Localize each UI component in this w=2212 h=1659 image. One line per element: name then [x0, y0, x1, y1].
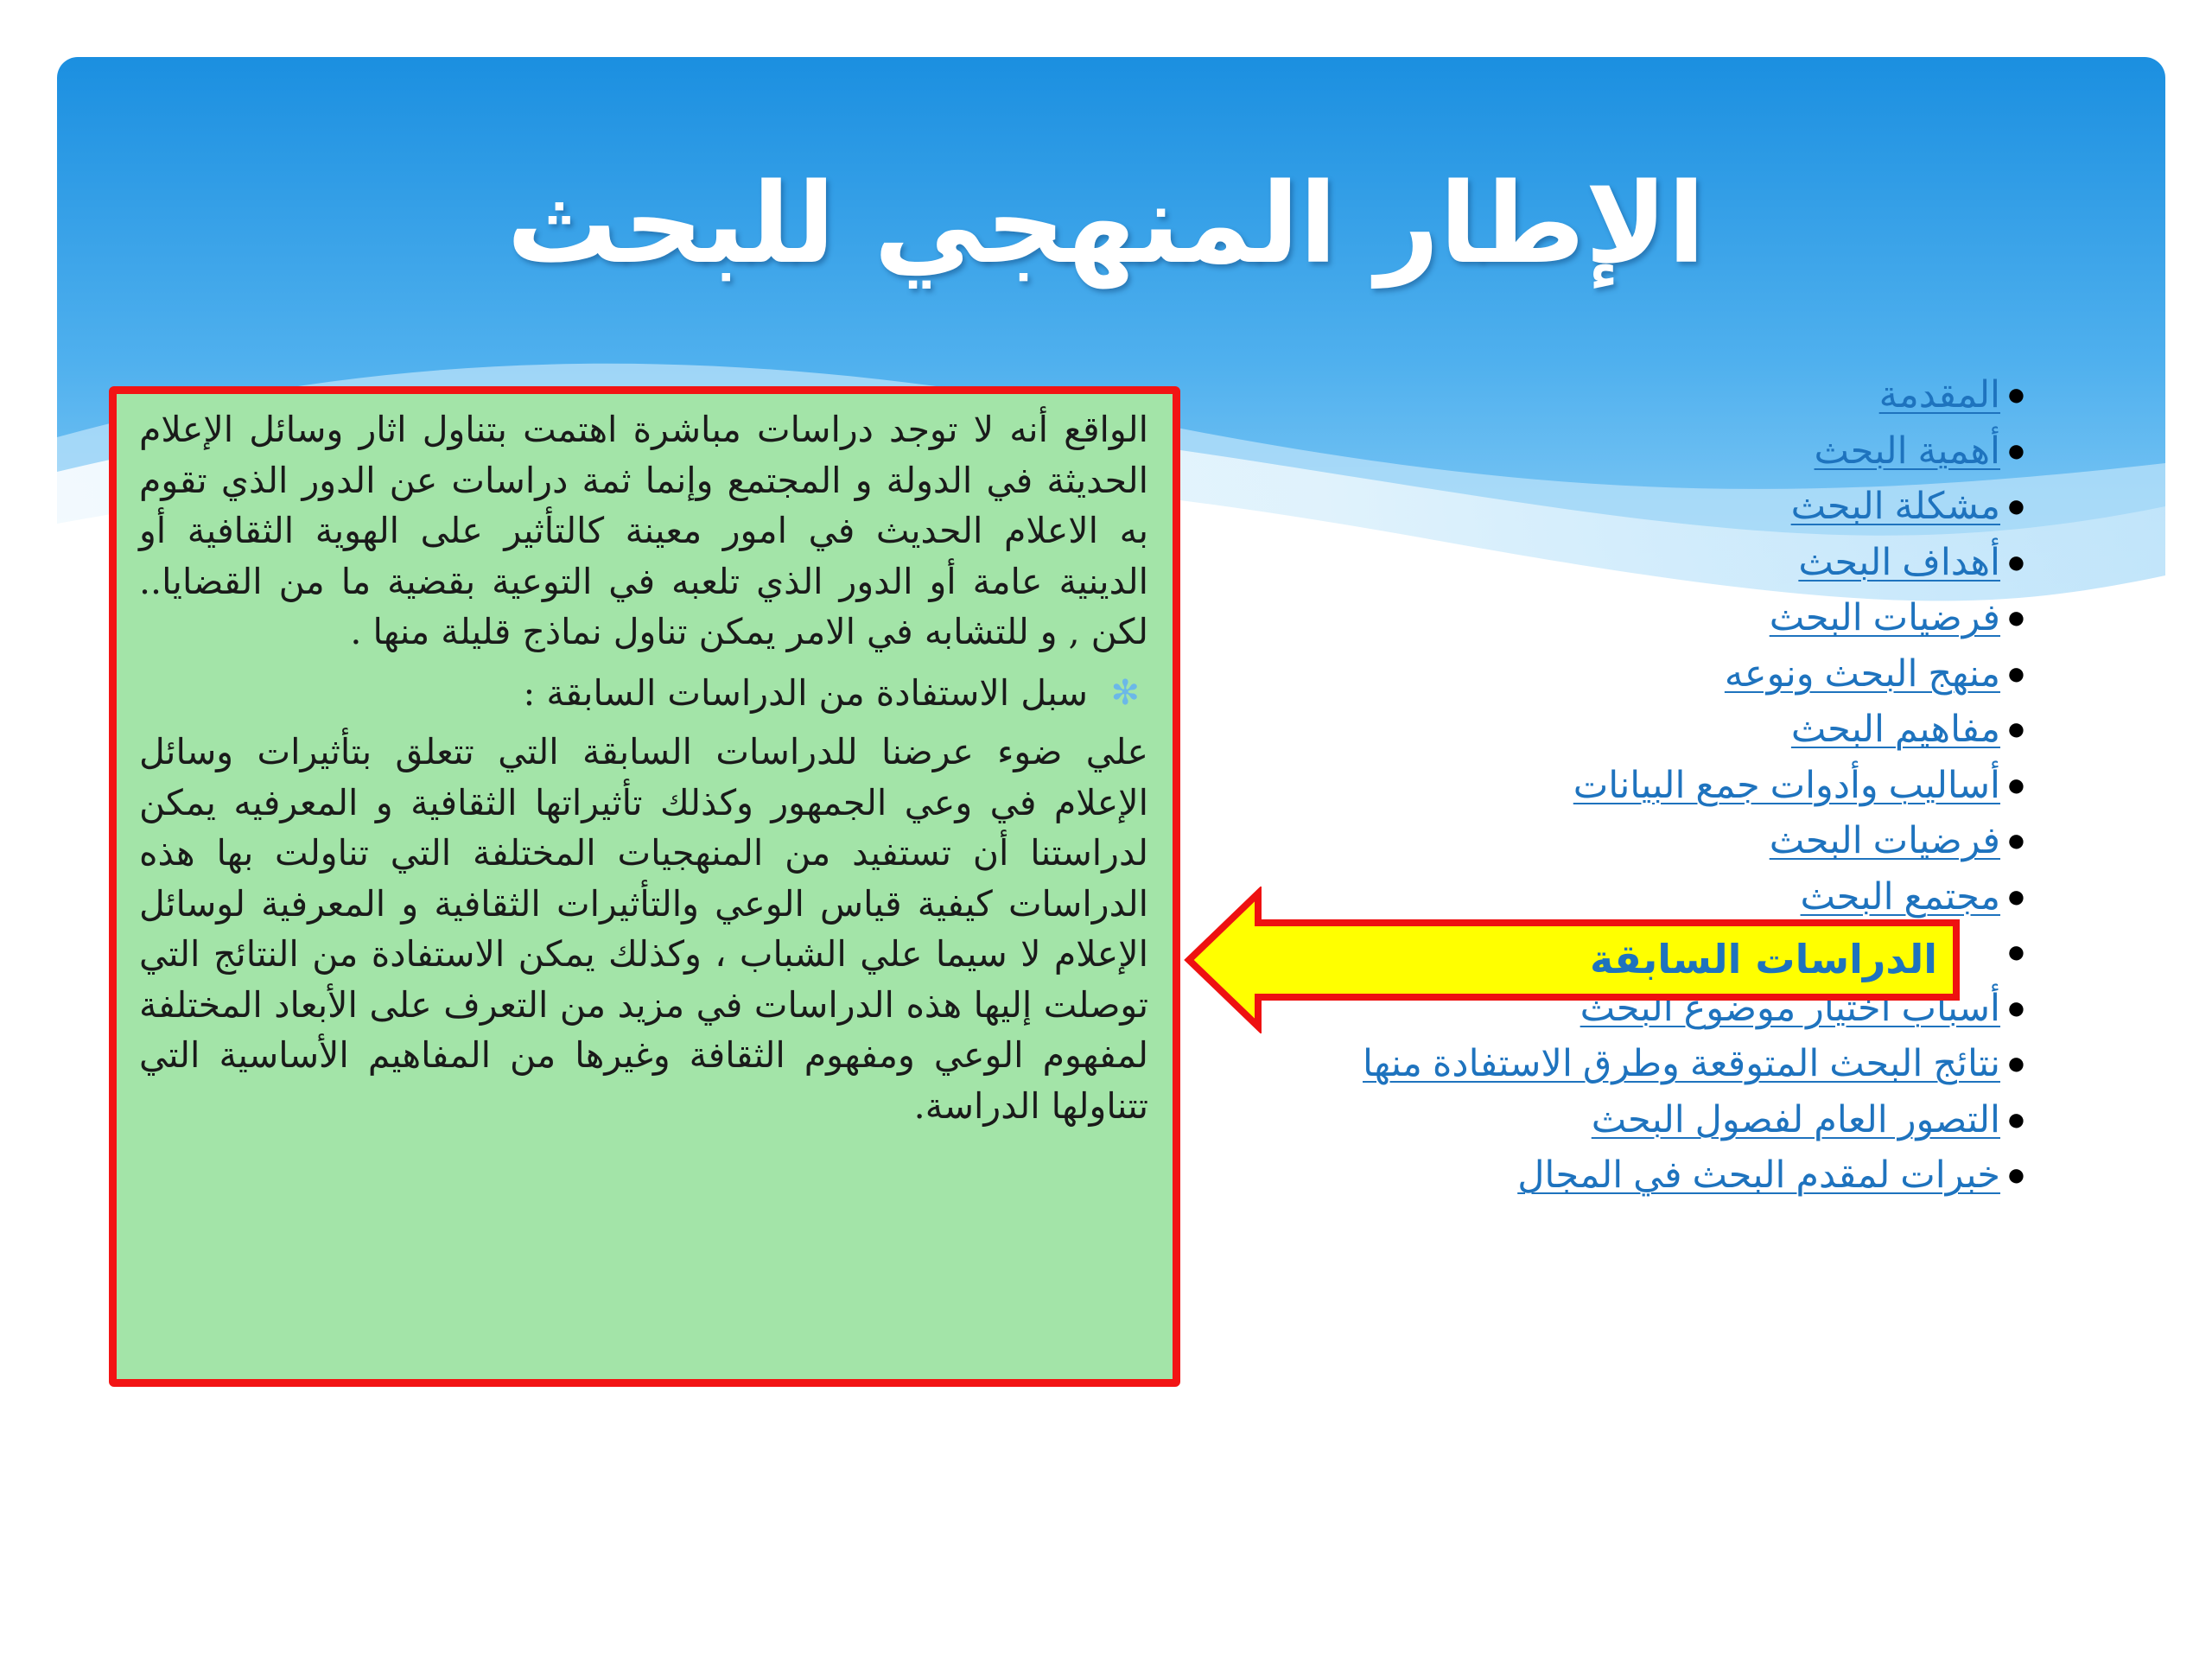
bullet-icon: ●	[2006, 711, 2026, 747]
bullet-icon: ●	[2006, 543, 2026, 581]
outline-item	[1102, 1147, 2026, 1204]
benefits-paragraph: علي ضوء عرضنا للدراسات السابقة التي تتعلق بتأثيرات وسائل الإعلام في وعي الجمهور وكذلك تأثيراتها الثقافية و المعرفيه يمكن لدراستنا أن تستفيد من المنهجيات المختلفة التي تناولت بها هذه الدراسات كيفية قياس الوعي والتأثيرات الثقافية و المعرفية لوسائل الإعلام لا سيما علي الشباب ، وكذلك يمكن الاستفادة من النتائج التي توصلت إليها هذه الدراسات في مزيد من التعرف على الأبعاد المختلفة لمفهوم الوعي ومفهوم الثقافة وغيرها من المفاهيم الأساسية التي تتناولها الدراسة.	[139, 731, 1148, 1127]
outline-item	[1102, 590, 2026, 646]
outline-item	[1102, 1036, 2026, 1092]
bullet-icon: ●	[2006, 1101, 2026, 1138]
outline-link[interactable]: منهج البحث ونوعه	[1724, 652, 2000, 695]
bullet-icon: ●	[2006, 377, 2026, 413]
outline-item	[1102, 1092, 2026, 1148]
outline-link[interactable]: التصور العام لفصول البحث	[1591, 1098, 2000, 1141]
slide-title: الإطار المنهجي للبحث	[506, 160, 1706, 289]
outline-link[interactable]: نتائج البحث المتوقعة وطرق الاستفادة منها	[1363, 1043, 2000, 1084]
asterisk-bullet-icon: ✻	[1110, 672, 1140, 713]
bullet-icon: ●	[2006, 432, 2026, 469]
subheading-text: سبل الاستفادة من الدراسات السابقة :	[523, 671, 1088, 714]
outline-link[interactable]: أساليب وأدوات جمع البيانات	[1573, 764, 2000, 806]
outline-link[interactable]: أهمية البحث	[1814, 429, 2000, 472]
subheading-line	[139, 668, 1148, 719]
outline-item	[1102, 646, 2026, 702]
bullet-icon: ●	[2006, 878, 2026, 915]
outline-link[interactable]: مفاهيم البحث	[1790, 709, 2000, 750]
bullet-icon: ●	[2006, 823, 2026, 859]
bullet-icon: ●	[2006, 1157, 2026, 1193]
outline-item	[1102, 702, 2026, 758]
outline-link[interactable]: خبرات لمقدم البحث في المجال	[1517, 1154, 2000, 1196]
outline-link[interactable]: المقدمة	[1878, 374, 2000, 416]
highlight-arrow[interactable]	[1182, 887, 1970, 1033]
outline-item	[1102, 535, 2026, 591]
bullet-icon: ●	[2006, 488, 2026, 524]
bullet-icon: ●	[2006, 655, 2026, 692]
outline-link-list	[1102, 367, 2026, 1204]
outline-link[interactable]: فرضيات البحث	[1769, 820, 2000, 861]
outline-item	[1102, 367, 2026, 423]
active-section-label: الدراسات السابقة	[1589, 936, 1937, 982]
outline-item	[1102, 479, 2026, 535]
bullet-icon: ●	[2006, 934, 2026, 970]
outline-link[interactable]: فرضيات البحث	[1769, 597, 2000, 639]
intro-paragraph: الواقع أنه لا توجد دراسات مباشرة اهتمت بتناول اثار وسائل الإعلام الحديثة في الدولة و المجتمع وإنما ثمة دراسات عن الدور الذي تقوم به الاعلام الحديث في امور معينة كالتأثير على الهوية الثقافية أو الدينية عامة أو الدور الذي تلعبه في التوعية بقضية ما من القضايا.. لكن , و للتشابه في الامر يمكن تناول نماذج قليلة منها .	[139, 409, 1148, 652]
outline-item	[1102, 813, 2026, 869]
bullet-icon: ●	[2006, 600, 2026, 636]
outline-link[interactable]: مشكلة البحث	[1790, 486, 2000, 527]
previous-studies-textbox	[109, 386, 1180, 1387]
bullet-icon: ●	[2006, 989, 2026, 1027]
bullet-icon: ●	[2006, 1046, 2026, 1082]
outline-link[interactable]: مجتمع البحث	[1800, 875, 2000, 918]
outline-item	[1102, 758, 2026, 814]
outline-item	[1102, 423, 2026, 480]
outline-link[interactable]: أهداف البحث	[1798, 541, 2000, 583]
bullet-icon: ●	[2006, 766, 2026, 804]
outline-link[interactable]: أسباب اختيار موضوع البحث	[1580, 987, 2000, 1029]
